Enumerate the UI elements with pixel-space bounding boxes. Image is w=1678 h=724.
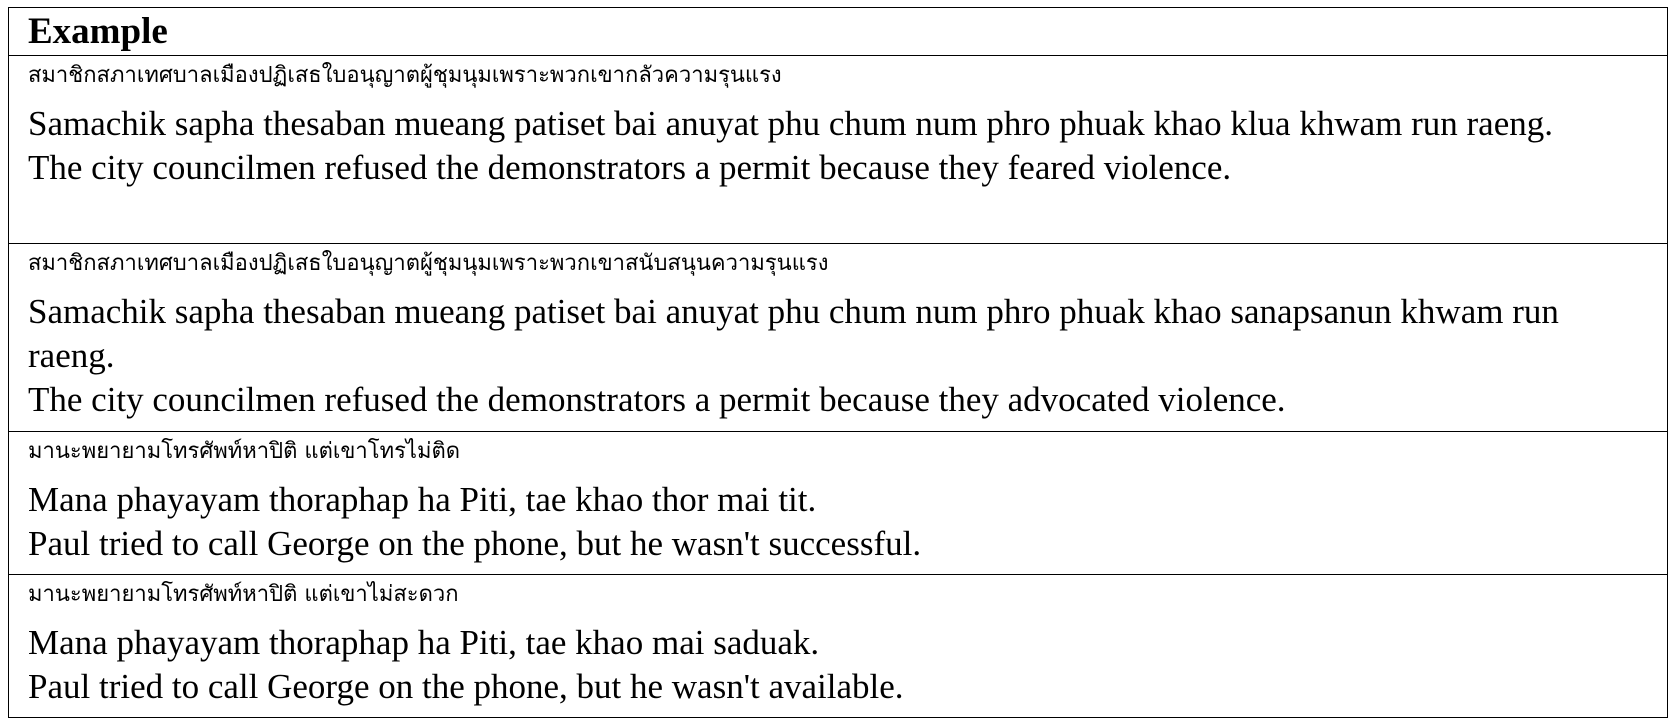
- english-translation: Paul tried to call George on the phone, but he wasn't successful.: [28, 524, 922, 563]
- transliteration: Mana phayayam thoraphap ha Piti, tae khao thor mai tit.: [28, 480, 817, 519]
- thai-sentence: มานะพยายามโทรศัพท์หาปิติ แต่เขาโทรไม่ติด: [28, 439, 461, 464]
- english-translation: Paul tried to call George on the phone, but he wasn't available.: [28, 667, 904, 706]
- table-header: Example: [9, 8, 1667, 56]
- english-translation: The city councilmen refused the demonstrators a permit because they advocated violence.: [28, 380, 1286, 419]
- table-row: [9, 575, 1667, 717]
- transliteration: Mana phayayam thoraphap ha Piti, tae khao mai saduak.: [28, 623, 820, 662]
- thai-sentence: สมาชิกสภาเทศบาลเมืองปฏิเสธใบอนุญาตผู้ชุมนุมเพราะพวกเขาสนับสนุนความรุนแรง: [28, 251, 829, 276]
- transliteration: Samachik sapha thesaban mueang patiset bai anuyat phu chum num phro phuak khao sanapsanun khwam run raeng.: [28, 292, 1559, 375]
- english-translation: The city councilmen refused the demonstrators a permit because they feared violence.: [28, 148, 1232, 187]
- transliteration: Samachik sapha thesaban mueang patiset bai anuyat phu chum num phro phuak khao klua khwam run raeng.: [28, 104, 1553, 143]
- thai-sentence: มานะพยายามโทรศัพท์หาปิติ แต่เขาไม่สะดวก: [28, 582, 459, 607]
- table-row: [9, 432, 1667, 575]
- table-row: [9, 56, 1667, 244]
- table-row: [9, 244, 1667, 432]
- thai-sentence: สมาชิกสภาเทศบาลเมืองปฏิเสธใบอนุญาตผู้ชุมนุมเพราะพวกเขากลัวความรุนแรง: [28, 63, 782, 88]
- examples-table: [8, 7, 1668, 718]
